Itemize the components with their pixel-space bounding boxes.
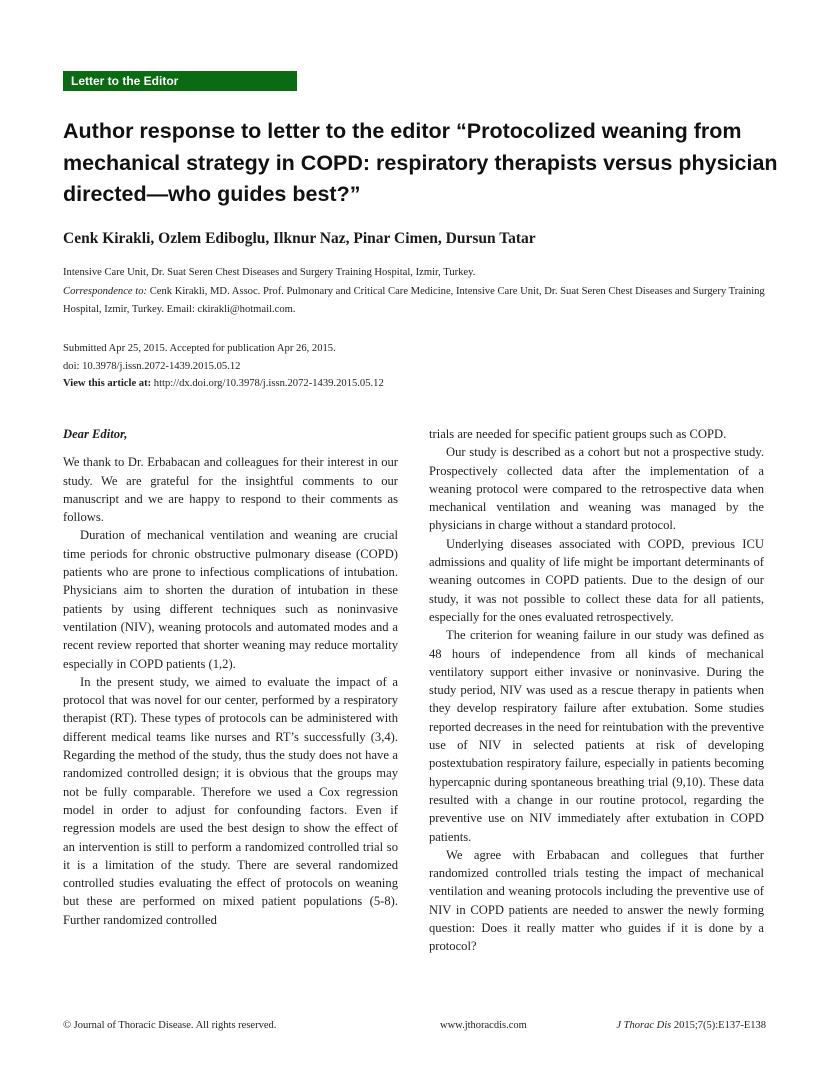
affiliation-block <box>63 264 766 320</box>
body-paragraph: We agree with Erbabacan and collegues that further randomized controlled trials testing the impact of mechanical ventilation and weaning protocols including the preventive use of NIV in COPD patients are needed to answer the newly forming question: Does it really matter who guides if it is done by a protocol? <box>429 847 764 954</box>
copyright-notice: © Journal of Thoracic Disease. All rights reserved. <box>63 1020 277 1031</box>
body-column-left <box>63 425 398 929</box>
view-article-link[interactable]: http://dx.doi.org/10.3978/j.issn.2072-1439.2015.05.12 <box>151 378 384 389</box>
body-paragraph: The criterion for weaning failure in our study was defined as 48 hours of independence from all kinds of mechanical ventilatory support either invasive or noninvasive. During the study period, NIV was used as a rescue therapy in patients when they develop respiratory failure after extubation. Some studies reported decreases in the need for reintubation with the preventive use of NIV in selected patients at risk of developing postextubation respiratory failure, especially in patients becoming hypercapnic during spontaneous breathing trial (9,10). These data resulted with a change in our routine protocol, regarding the preventive use on NIV immediately after extubation in COPD patients. <box>429 628 764 844</box>
body-paragraph: In the present study, we aimed to evaluate the impact of a protocol that was novel for our center, performed by a respiratory therapist (RT). These types of protocols can be administered with different medical teams like nurses and RT’s successfully (3,4). Regarding the method of the study, thus the study does not have a randomized controlled design; it is obvious that the groups may not be fully comparable. Therefore we used a Cox regression model in order to adjust for confounding factors. Even if regression models are used the best design to show the effect of an intervention is still to perform a randomized controlled trial so it is a limitation of the study. There are several randomized controlled studies evaluating the effect of protocols on weaning but these are performed on mixed patient populations (5-8). Further randomized controlled <box>63 674 398 927</box>
journal-website[interactable]: www.jthoracdis.com <box>440 1020 527 1031</box>
page-footer <box>63 1020 766 1036</box>
journal-citation <box>616 1020 766 1031</box>
view-article-line <box>63 375 766 393</box>
correspondence-text: Cenk Kirakli, MD. Assoc. Prof. Pulmonary and Critical Care Medicine, Intensive Care Unit, Dr. Suat Seren Chest Diseases and Surgery Training Hospital, Izmir, Turkey. Email: ckirakli@hotmail.com. <box>63 285 765 315</box>
author-list: Cenk Kirakli, Ozlem Ediboglu, Ilknur Naz, Pinar Cimen, Dursun Tatar <box>63 230 536 247</box>
view-article-label: View this article at: <box>63 378 152 389</box>
doi: doi: 10.3978/j.issn.2072-1439.2015.05.12 <box>63 360 241 372</box>
body-column-right <box>429 425 764 956</box>
body-paragraph: Underlying diseases associated with COPD, previous ICU admissions and quality of life might be important determinants of weaning outcomes in COPD patients. Due to the design of our study, it was not possible to collect these data for all patients, especially for the ones evaluated retrospectively. <box>429 536 764 624</box>
correspondence-label: Correspondence to: <box>63 285 148 297</box>
journal-abbrev: J Thorac Dis <box>616 1020 672 1031</box>
submission-dates: Submitted Apr 25, 2015. Accepted for publication Apr 26, 2015. <box>63 343 336 354</box>
body-paragraph: We thank to Dr. Erbabacan and colleagues for their interest in our study. We are grateful for the insightful comments to our manuscript and we are happy to respond to their comments as follows. <box>63 455 398 525</box>
citation-volume: 2015;7(5):E137-E138 <box>671 1020 766 1031</box>
body-paragraph: Duration of mechanical ventilation and weaning are crucial time periods for chronic obstructive pulmonary disease (COPD) patients who are prone to infectious complications of intubation. Physicians aim to shorten the duration of intubation in these patients by using different techniques such as noninvasive ventilation (NIV), weaning protocols and automated modes and a recent review reported that shorter weaning may reduce mortality especially in COPD patients (1,2). <box>63 528 398 671</box>
body-paragraph: Our study is described as a cohort but not a prospective study. Prospectively collected data after the implementation of a weaning protocol were compared to the retrospective data when mechanical ventilation and weaning was managed by the physicians in charge without a standard protocol. <box>429 445 764 533</box>
article-title: Author response to letter to the editor “Protocolized weaning from mechanical strategy in COPD: respiratory therapists versus physician directed—who guides best?” <box>63 119 778 206</box>
salutation: Dear Editor, <box>63 427 128 441</box>
section-label-badge: Letter to the Editor <box>63 71 297 91</box>
body-paragraph: trials are needed for specific patient groups such as COPD. <box>429 427 727 441</box>
correspondence <box>63 283 766 320</box>
publication-meta <box>63 340 766 393</box>
affiliation: Intensive Care Unit, Dr. Suat Seren Chest Diseases and Surgery Training Hospital, Izmir, Turkey. <box>63 267 476 278</box>
